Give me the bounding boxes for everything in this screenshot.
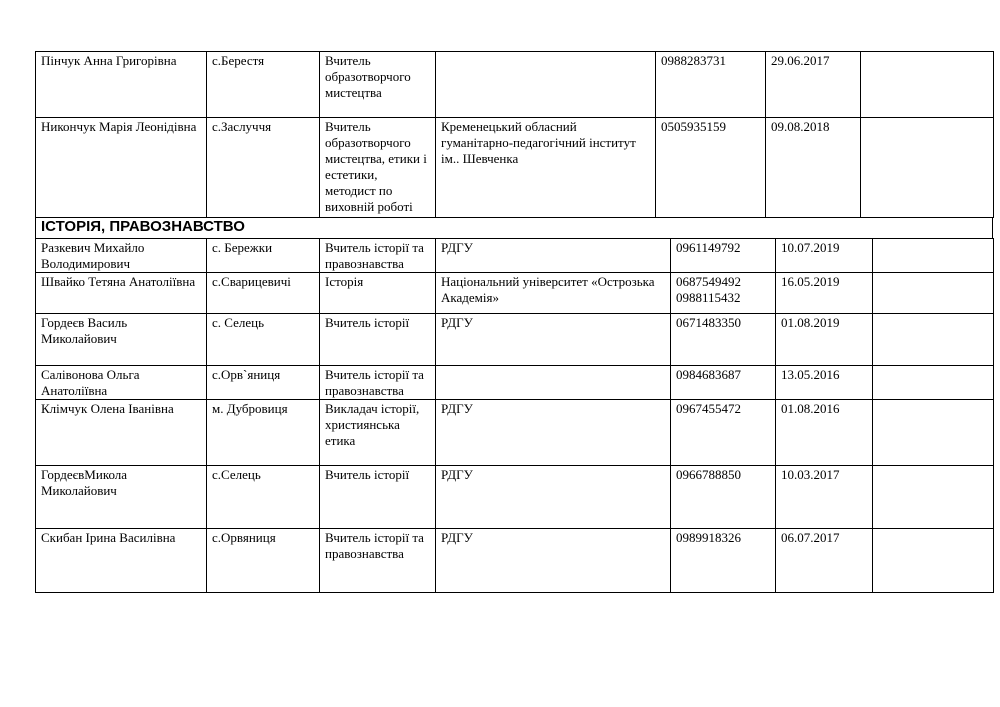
table-row	[36, 52, 994, 118]
institution: Національний університет «Острозька Академія»	[436, 273, 671, 314]
institution	[436, 52, 656, 118]
table-row	[36, 118, 994, 218]
note	[873, 466, 994, 529]
section-title: ІСТОРІЯ, ПРАВОЗНАВСТВО	[41, 218, 245, 235]
table-row	[36, 314, 994, 366]
note	[873, 400, 994, 466]
village: с.Сварицевичі	[207, 273, 320, 314]
teacher-name: Разкевич Михайло Володимирович	[36, 239, 207, 273]
position: Вчитель історії	[320, 314, 436, 366]
village: с.Орвяниця	[207, 529, 320, 593]
position: Вчитель образотворчого мистецтва	[320, 52, 436, 118]
institution: Кременецький обласний гуманітарно-педагогічний інститут ім.. Шевченка	[436, 118, 656, 218]
table-row	[36, 400, 994, 466]
village: с. Селець	[207, 314, 320, 366]
position: Історія	[320, 273, 436, 314]
teacher-name: Салівонова Ольга Анатоліївна	[36, 366, 207, 400]
table-row	[36, 239, 994, 273]
institution: РДГУ	[436, 529, 671, 593]
note	[873, 273, 994, 314]
phone: 0967455472	[671, 400, 776, 466]
date: 10.03.2017	[776, 466, 873, 529]
village: с. Бережки	[207, 239, 320, 273]
note	[873, 239, 994, 273]
institution: РДГУ	[436, 400, 671, 466]
date: 16.05.2019	[776, 273, 873, 314]
position: Вчитель історії	[320, 466, 436, 529]
position: Вчитель історії та правознавства	[320, 239, 436, 273]
institution: РДГУ	[436, 466, 671, 529]
phone: 0671483350	[671, 314, 776, 366]
table-row	[36, 529, 994, 593]
village: с.Орв`яниця	[207, 366, 320, 400]
staff-table-history	[35, 238, 994, 593]
note	[861, 52, 994, 118]
teacher-name: Гордеєв Василь Миколайович	[36, 314, 207, 366]
phone: 0988283731	[656, 52, 766, 118]
table-row	[36, 466, 994, 529]
teacher-name: Скибан Ірина Василівна	[36, 529, 207, 593]
note	[873, 366, 994, 400]
date: 01.08.2019	[776, 314, 873, 366]
date: 13.05.2016	[776, 366, 873, 400]
date: 10.07.2019	[776, 239, 873, 273]
teacher-name: Никончук Марія Леонідівна	[36, 118, 207, 218]
position: Вчитель історії та правознавства	[320, 529, 436, 593]
teacher-name: ГордеєвМикола Миколайович	[36, 466, 207, 529]
position: Вчитель історії та правознавства	[320, 366, 436, 400]
phone: 0505935159	[656, 118, 766, 218]
teacher-name: Швайко Тетяна Анатоліївна	[36, 273, 207, 314]
table-row	[36, 366, 994, 400]
position: Вчитель образотворчого мистецтва, етики і естетики, методист по виховній роботі	[320, 118, 436, 218]
teacher-name: Пінчук Анна Григорівна	[36, 52, 207, 118]
village: с.Селець	[207, 466, 320, 529]
note	[873, 529, 994, 593]
date: 01.08.2016	[776, 400, 873, 466]
date: 06.07.2017	[776, 529, 873, 593]
section-header	[35, 217, 993, 238]
institution: РДГУ	[436, 239, 671, 273]
note	[861, 118, 994, 218]
phone: 0989918326	[671, 529, 776, 593]
institution: РДГУ	[436, 314, 671, 366]
table-row	[36, 273, 994, 314]
teacher-name: Клімчук Олена Іванівна	[36, 400, 207, 466]
institution	[436, 366, 671, 400]
phone: 0984683687	[671, 366, 776, 400]
date: 09.08.2018	[766, 118, 861, 218]
phone: 0687549492 0988115432	[671, 273, 776, 314]
staff-table-top	[35, 51, 994, 218]
village: м. Дубровиця	[207, 400, 320, 466]
position: Викладач історії, християнська етика	[320, 400, 436, 466]
village: с.Заслуччя	[207, 118, 320, 218]
phone: 0966788850	[671, 466, 776, 529]
date: 29.06.2017	[766, 52, 861, 118]
phone: 0961149792	[671, 239, 776, 273]
village: с.Берестя	[207, 52, 320, 118]
note	[873, 314, 994, 366]
